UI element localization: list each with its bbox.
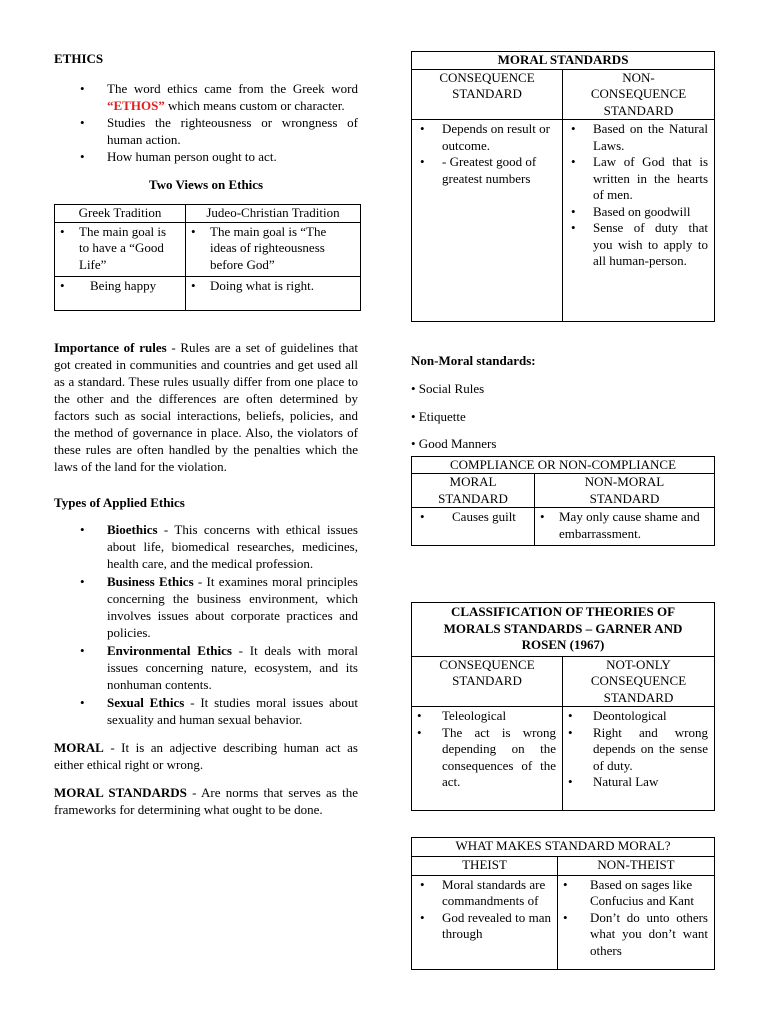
- list-item: • Social Rules: [411, 381, 485, 396]
- table-cell: • Based on sages like Confucius and Kant • Don’t do unto others what you don’t want others: [558, 875, 715, 969]
- table-cell: • Based on the Natural Laws. • Law of God that is written in the hearts of men. • Based on goodwill • Sense of duty that you wish to apply to all human-person.: [563, 120, 715, 322]
- table-title: WHAT MAKES STANDARD MORAL?: [412, 838, 715, 857]
- column-header: CONSEQUENCE STANDARD: [412, 69, 563, 120]
- table-cell: • Depends on result or outcome. • - Greatest good of greatest numbers: [412, 120, 563, 322]
- ethics-title: ETHICS: [54, 51, 104, 66]
- column-header: NON-MORAL STANDARD: [535, 474, 715, 508]
- two-views-heading: Two Views on Ethics: [148, 177, 264, 192]
- table-title: MORAL STANDARDS: [412, 52, 715, 70]
- column-header: NON-CONSEQUENCE STANDARD: [563, 69, 715, 120]
- two-views-table: [54, 204, 361, 311]
- classification-table: [411, 602, 715, 811]
- column-header: Greek Tradition: [55, 205, 186, 223]
- column-header: CONSEQUENCE STANDARD: [412, 656, 563, 707]
- importance-of-rules-paragraph: Importance of rules - Rules are a set of guidelines that got created in communities and countries and get used all as a standard. These rules usually differ from one place to the other and the differences are often determined by factors such as social interactions, beliefs, policies, and the method of governance in place. Also, the violators of these rules are often handled by the penalties which the laws of the land for the violation.: [54, 340, 358, 474]
- table-cell: • Causes guilt: [412, 508, 535, 546]
- moral-definition: MORAL - It is an adjective describing human act as either ethical right or wrong.: [54, 740, 358, 772]
- table-title: CLASSIFICATION OF THEORIES OF MORALS STANDARDS – GARNER AND ROSEN (1967): [412, 603, 715, 657]
- applied-ethics-list: [54, 521, 358, 728]
- table-cell: • Being happy: [55, 277, 186, 311]
- table-cell: • The main goal is to have a “Good Life”: [55, 222, 186, 277]
- list-item: • Bioethics - This concerns with ethical issues about life, biomedical researches, medicines, health care, and the medical profession.: [54, 521, 358, 572]
- table-cell: • The main goal is “The ideas of righteousness before God”: [186, 222, 361, 277]
- compliance-table: [411, 456, 715, 547]
- non-moral-heading: Non-Moral standards:: [411, 353, 536, 368]
- list-item: • Sexual Ethics - It studies moral issues about sexuality and human sexual behavior.: [54, 694, 358, 728]
- moral-standards-table: [411, 51, 715, 322]
- list-item: • Environmental Ethics - It deals with moral issues concerning nature, ecosystem, and its nonhuman contents.: [54, 642, 358, 693]
- list-item: • Good Manners: [411, 436, 497, 452]
- left-column: [54, 50, 358, 818]
- column-header: NON-THEIST: [558, 857, 715, 876]
- ethos-highlight: “ETHOS”: [107, 98, 165, 113]
- list-item: • Etiquette: [411, 408, 466, 424]
- list-item: • The word ethics came from the Greek word “ETHOS” which means custom or character.: [54, 80, 358, 114]
- moral-standards-definition: MORAL STANDARDS - Are norms that serves as the frameworks for determining what ought to be done.: [54, 785, 358, 817]
- list-item: • Business Ethics - It examines moral principles concerning the business environment, which involves issues about corporate practices and policies.: [54, 573, 358, 641]
- column-header: THEIST: [412, 857, 558, 876]
- table-cell: • Teleological • The act is wrong depending on the consequences of the act.: [412, 707, 563, 811]
- table-cell: • Deontological • Right and wrong depends on the sense of duty. • Natural Law: [563, 707, 715, 811]
- what-makes-standard-moral-table: [411, 837, 715, 970]
- list-item: • How human person ought to act.: [54, 148, 358, 165]
- right-column: [411, 51, 715, 970]
- list-item: • Studies the righteousness or wrongness of human action.: [54, 114, 358, 148]
- ethics-intro-list: [54, 80, 358, 165]
- table-cell: • May only cause shame and embarrassment.: [535, 508, 715, 546]
- table-title: COMPLIANCE OR NON-COMPLIANCE: [412, 456, 715, 474]
- table-cell: • Doing what is right.: [186, 277, 361, 311]
- applied-ethics-heading: Types of Applied Ethics: [54, 495, 185, 510]
- non-moral-list: [411, 380, 715, 452]
- column-header: NOT-ONLY CONSEQUENCE STANDARD: [563, 656, 715, 707]
- column-header: MORAL STANDARD: [412, 474, 535, 508]
- table-cell: • Moral standards are commandments of • God revealed to man through: [412, 875, 558, 969]
- column-header: Judeo-Christian Tradition: [186, 205, 361, 223]
